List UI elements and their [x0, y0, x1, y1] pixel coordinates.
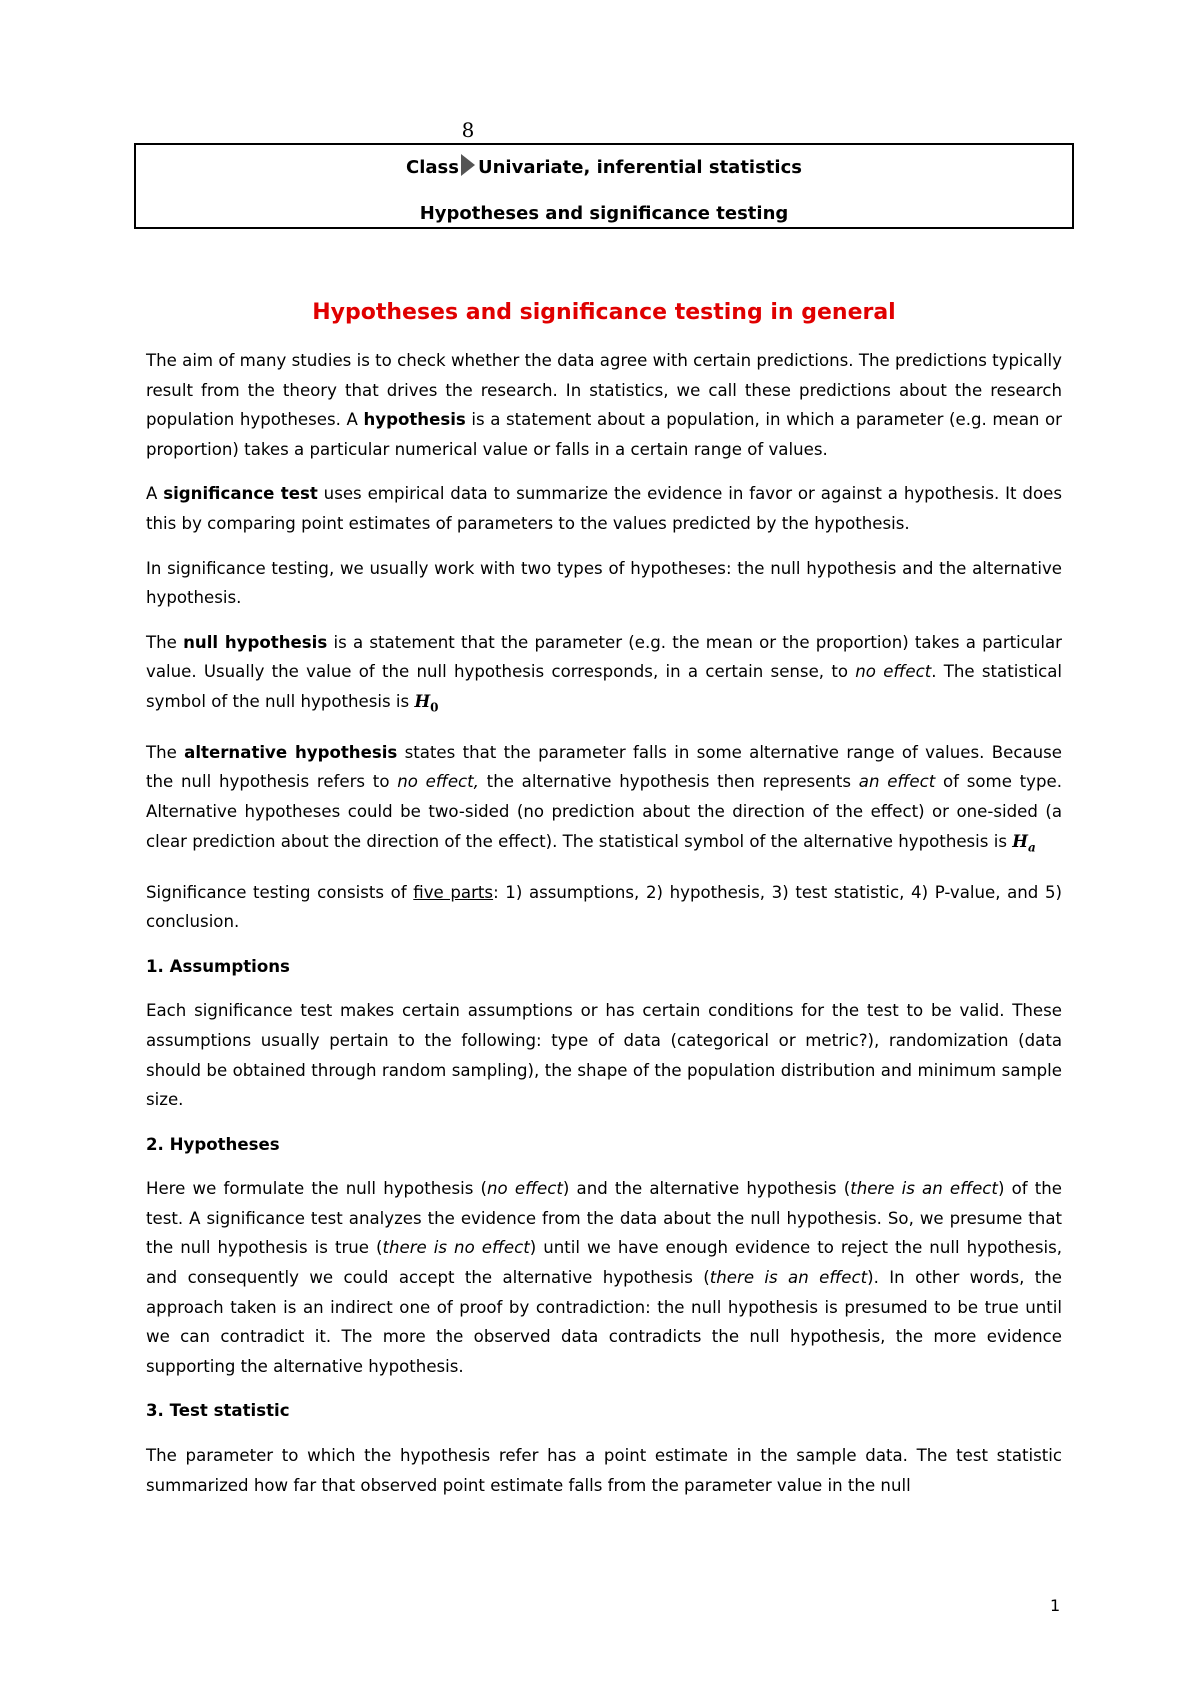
section-heading-test-statistic: 3. Test statistic [146, 1401, 290, 1421]
text-run: the alternative hypothesis then represents [478, 772, 859, 792]
symbol-letter: H [414, 690, 431, 711]
class-header-box [134, 143, 1074, 229]
header-subtitle: Hypotheses and significance testing [419, 203, 789, 224]
main-heading: Hypotheses and significance testing in general [312, 300, 896, 325]
text-italic: no effect [487, 1179, 563, 1199]
text-italic: no effect [855, 662, 932, 682]
text-run: The [146, 632, 184, 652]
text-run: Significance testing consists of [146, 882, 414, 902]
paragraph [146, 479, 1062, 538]
symbol-letter: H [1012, 830, 1028, 851]
text-underlined: five parts [413, 882, 494, 902]
symbol-ha [1012, 830, 1036, 854]
section-heading-assumptions: 1. Assumptions [146, 956, 290, 976]
paragraph [146, 628, 1062, 723]
class-marker-icon [461, 154, 475, 176]
text-run: states that the parameter falls in some alternative range of values. Because the null hypothesis refers to [146, 742, 1062, 792]
body-text [146, 346, 1062, 1515]
symbol-subscript: 0 [430, 700, 439, 715]
text-italic: there is an effect [709, 1268, 868, 1288]
text-italic: there is no effect [382, 1238, 530, 1258]
text-run: ). In other words, the approach taken is an indirect one of proof by contradiction: the null hypothesis is presumed to be true until we can contradict it. The more the observed data contradicts the null hypothesis, the more evidence supporting the alternative hypothesis. [146, 1268, 1063, 1376]
text-italic: no effect, [397, 772, 479, 792]
text-run: is a statement about a population, in which a parameter (e.g. mean or proportion) takes a particular numerical value or falls in a certain range of values. [146, 410, 1062, 459]
text-run: The aim of many studies is to check whether the data agree with certain predictions. The predictions typically result from the theory that drives the research. In statistics, we call these predictions about the research population hypotheses. A [146, 351, 1062, 430]
paragraph: Each significance test makes certain assumptions or has certain conditions for the test to be valid. These assumptions usually pertain to the following: type of data (categorical or metric?), randomization (data should be obtained through random sampling), the shape of the population distribution and minimum sample size. [146, 1001, 1062, 1110]
text-run: A [146, 484, 164, 504]
text-run: : 1) assumptions, 2) hypothesis, 3) test statistic, 4) P-value, and 5) conclusion. [146, 882, 1062, 932]
class-number: 8 [461, 118, 475, 142]
term-null-hypothesis: null hypothesis [183, 632, 328, 652]
text-run: . The statistical symbol of the null hypothesis is [146, 662, 1062, 711]
paragraph: In significance testing, we usually work with two types of hypotheses: the null hypothesis and the alternative hypothesis. [146, 558, 1062, 608]
text-run: ) until we have enough evidence to reject the null hypothesis, and consequently we could accept the alternative hypothesis ( [146, 1238, 1062, 1288]
text-run: ) of the test. A significance test analyzes the evidence from the data about the null hypothesis. So, we presume that the null hypothesis is true ( [146, 1179, 1063, 1258]
section-heading-hypotheses: 2. Hypotheses [146, 1134, 280, 1154]
text-italic: there is an effect [850, 1179, 998, 1199]
paragraph [146, 1174, 1062, 1381]
header-title-line1 [136, 154, 1072, 182]
class-label: Class [406, 157, 459, 178]
paragraph [146, 346, 1062, 464]
text-italic: an effect [858, 772, 936, 792]
header-title: Univariate, inferential statistics [477, 157, 802, 178]
text-run: ) and the alternative hypothesis ( [562, 1179, 851, 1199]
text-run: Here we formulate the null hypothesis ( [146, 1179, 488, 1199]
text-run: is a statement that the parameter (e.g. the mean or the proportion) takes a particular value. Usually the value of the null hypothesis corresponds, in a certain sense, to [146, 632, 1063, 682]
text-run: uses empirical data to summarize the evidence in favor or against a hypothesis. It does this by comparing point estimates of parameters to the values predicted by the hypothesis. [146, 484, 1062, 533]
paragraph [146, 738, 1062, 863]
page-number: 1 [1050, 1596, 1061, 1615]
symbol-h0 [414, 690, 439, 715]
term-alternative-hypothesis: alternative hypothesis [184, 742, 398, 762]
term-significance-test: significance test [163, 484, 318, 504]
paragraph: The parameter to which the hypothesis refer has a point estimate in the sample data. The test statistic summarized how far that observed point estimate falls from the parameter value in the null [146, 1446, 1062, 1495]
text-run: The [146, 742, 185, 762]
paragraph [146, 878, 1062, 937]
text-run: of some type. Alternative hypotheses could be two-sided (no prediction about the direction of the effect) or one-sided (a clear prediction about the direction of the effect). The statistical symbol of the alternative hypothesis is [146, 772, 1063, 851]
symbol-subscript: a [1027, 839, 1036, 854]
term-hypothesis: hypothesis [363, 410, 466, 430]
